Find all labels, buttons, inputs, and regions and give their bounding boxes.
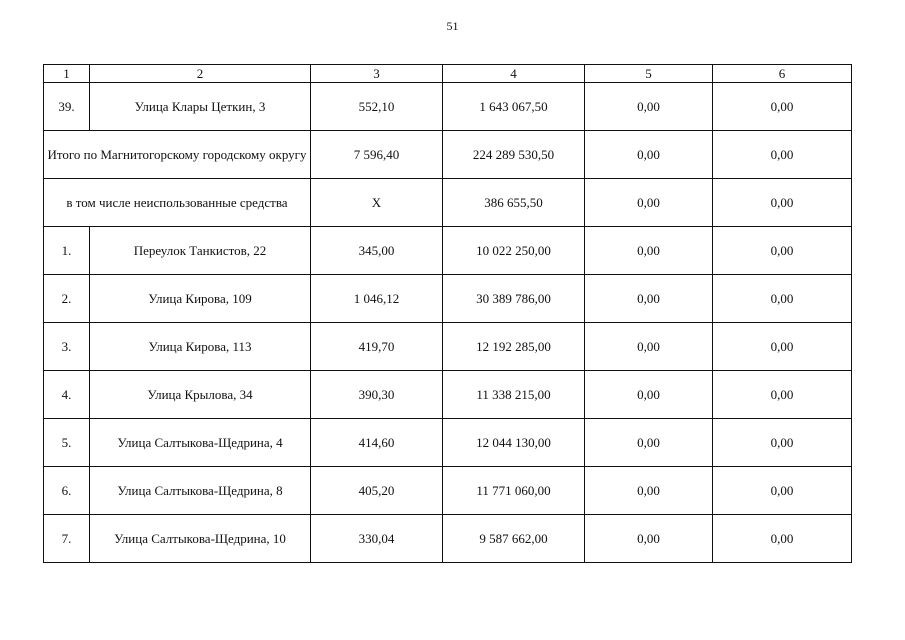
row-number: 7. xyxy=(44,515,90,563)
value-cell: 0,00 xyxy=(585,179,713,227)
value-cell: 386 655,50 xyxy=(443,179,585,227)
value-cell: 10 022 250,00 xyxy=(443,227,585,275)
row-number: 4. xyxy=(44,371,90,419)
row-number: 39. xyxy=(44,83,90,131)
value-cell: 0,00 xyxy=(585,467,713,515)
address-cell: Улица Салтыкова-Щедрина, 4 xyxy=(90,419,311,467)
value-cell: 0,00 xyxy=(713,323,852,371)
unused-funds-label: в том числе неиспользованные средства xyxy=(44,179,311,227)
table-row xyxy=(44,419,852,467)
column-header: 6 xyxy=(713,65,852,83)
address-cell: Улица Крылова, 34 xyxy=(90,371,311,419)
value-cell: 345,00 xyxy=(311,227,443,275)
row-number: 3. xyxy=(44,323,90,371)
total-row xyxy=(44,131,852,179)
value-cell: 0,00 xyxy=(713,467,852,515)
value-cell: 12 192 285,00 xyxy=(443,323,585,371)
row-number: 6. xyxy=(44,467,90,515)
table-row xyxy=(44,83,852,131)
column-header: 5 xyxy=(585,65,713,83)
page-number: 51 xyxy=(446,19,459,33)
value-cell: 0,00 xyxy=(713,131,852,179)
table-row xyxy=(44,323,852,371)
value-cell: 552,10 xyxy=(311,83,443,131)
row-number: 5. xyxy=(44,419,90,467)
address-cell: Улица Кирова, 109 xyxy=(90,275,311,323)
value-cell: 0,00 xyxy=(585,275,713,323)
table-row xyxy=(44,371,852,419)
header-row xyxy=(44,65,852,83)
value-cell: 330,04 xyxy=(311,515,443,563)
column-header: 1 xyxy=(44,65,90,83)
column-header: 2 xyxy=(90,65,311,83)
table-row xyxy=(44,467,852,515)
value-cell: 0,00 xyxy=(713,515,852,563)
value-cell: 7 596,40 xyxy=(311,131,443,179)
table-row xyxy=(44,515,852,563)
value-cell: 405,20 xyxy=(311,467,443,515)
value-cell: 390,30 xyxy=(311,371,443,419)
value-cell: 9 587 662,00 xyxy=(443,515,585,563)
value-cell: 12 044 130,00 xyxy=(443,419,585,467)
value-cell: 414,60 xyxy=(311,419,443,467)
table-row xyxy=(44,275,852,323)
total-label: Итого по Магнитогорскому городскому округу xyxy=(44,131,311,179)
address-cell: Переулок Танкистов, 22 xyxy=(90,227,311,275)
value-cell: 0,00 xyxy=(713,419,852,467)
value-cell: 0,00 xyxy=(585,227,713,275)
table-row xyxy=(44,227,852,275)
column-header: 4 xyxy=(443,65,585,83)
value-cell: 0,00 xyxy=(585,371,713,419)
address-cell: Улица Кирова, 113 xyxy=(90,323,311,371)
address-cell: Улица Салтыкова-Щедрина, 10 xyxy=(90,515,311,563)
row-number: 2. xyxy=(44,275,90,323)
address-cell: Улица Салтыкова-Щедрина, 8 xyxy=(90,467,311,515)
value-cell: 1 046,12 xyxy=(311,275,443,323)
column-header: 3 xyxy=(311,65,443,83)
value-cell: 11 338 215,00 xyxy=(443,371,585,419)
value-cell: 0,00 xyxy=(713,83,852,131)
address-cell: Улица Клары Цеткин, 3 xyxy=(90,83,311,131)
value-cell: 224 289 530,50 xyxy=(443,131,585,179)
value-cell: Х xyxy=(311,179,443,227)
value-cell: 419,70 xyxy=(311,323,443,371)
value-cell: 0,00 xyxy=(585,83,713,131)
value-cell: 11 771 060,00 xyxy=(443,467,585,515)
value-cell: 0,00 xyxy=(713,371,852,419)
value-cell: 1 643 067,50 xyxy=(443,83,585,131)
unused-funds-row xyxy=(44,179,852,227)
value-cell: 0,00 xyxy=(585,323,713,371)
value-cell: 0,00 xyxy=(713,179,852,227)
value-cell: 0,00 xyxy=(585,515,713,563)
row-number: 1. xyxy=(44,227,90,275)
value-cell: 0,00 xyxy=(585,131,713,179)
value-cell: 0,00 xyxy=(713,275,852,323)
value-cell: 30 389 786,00 xyxy=(443,275,585,323)
value-cell: 0,00 xyxy=(713,227,852,275)
data-table xyxy=(43,64,852,563)
value-cell: 0,00 xyxy=(585,419,713,467)
